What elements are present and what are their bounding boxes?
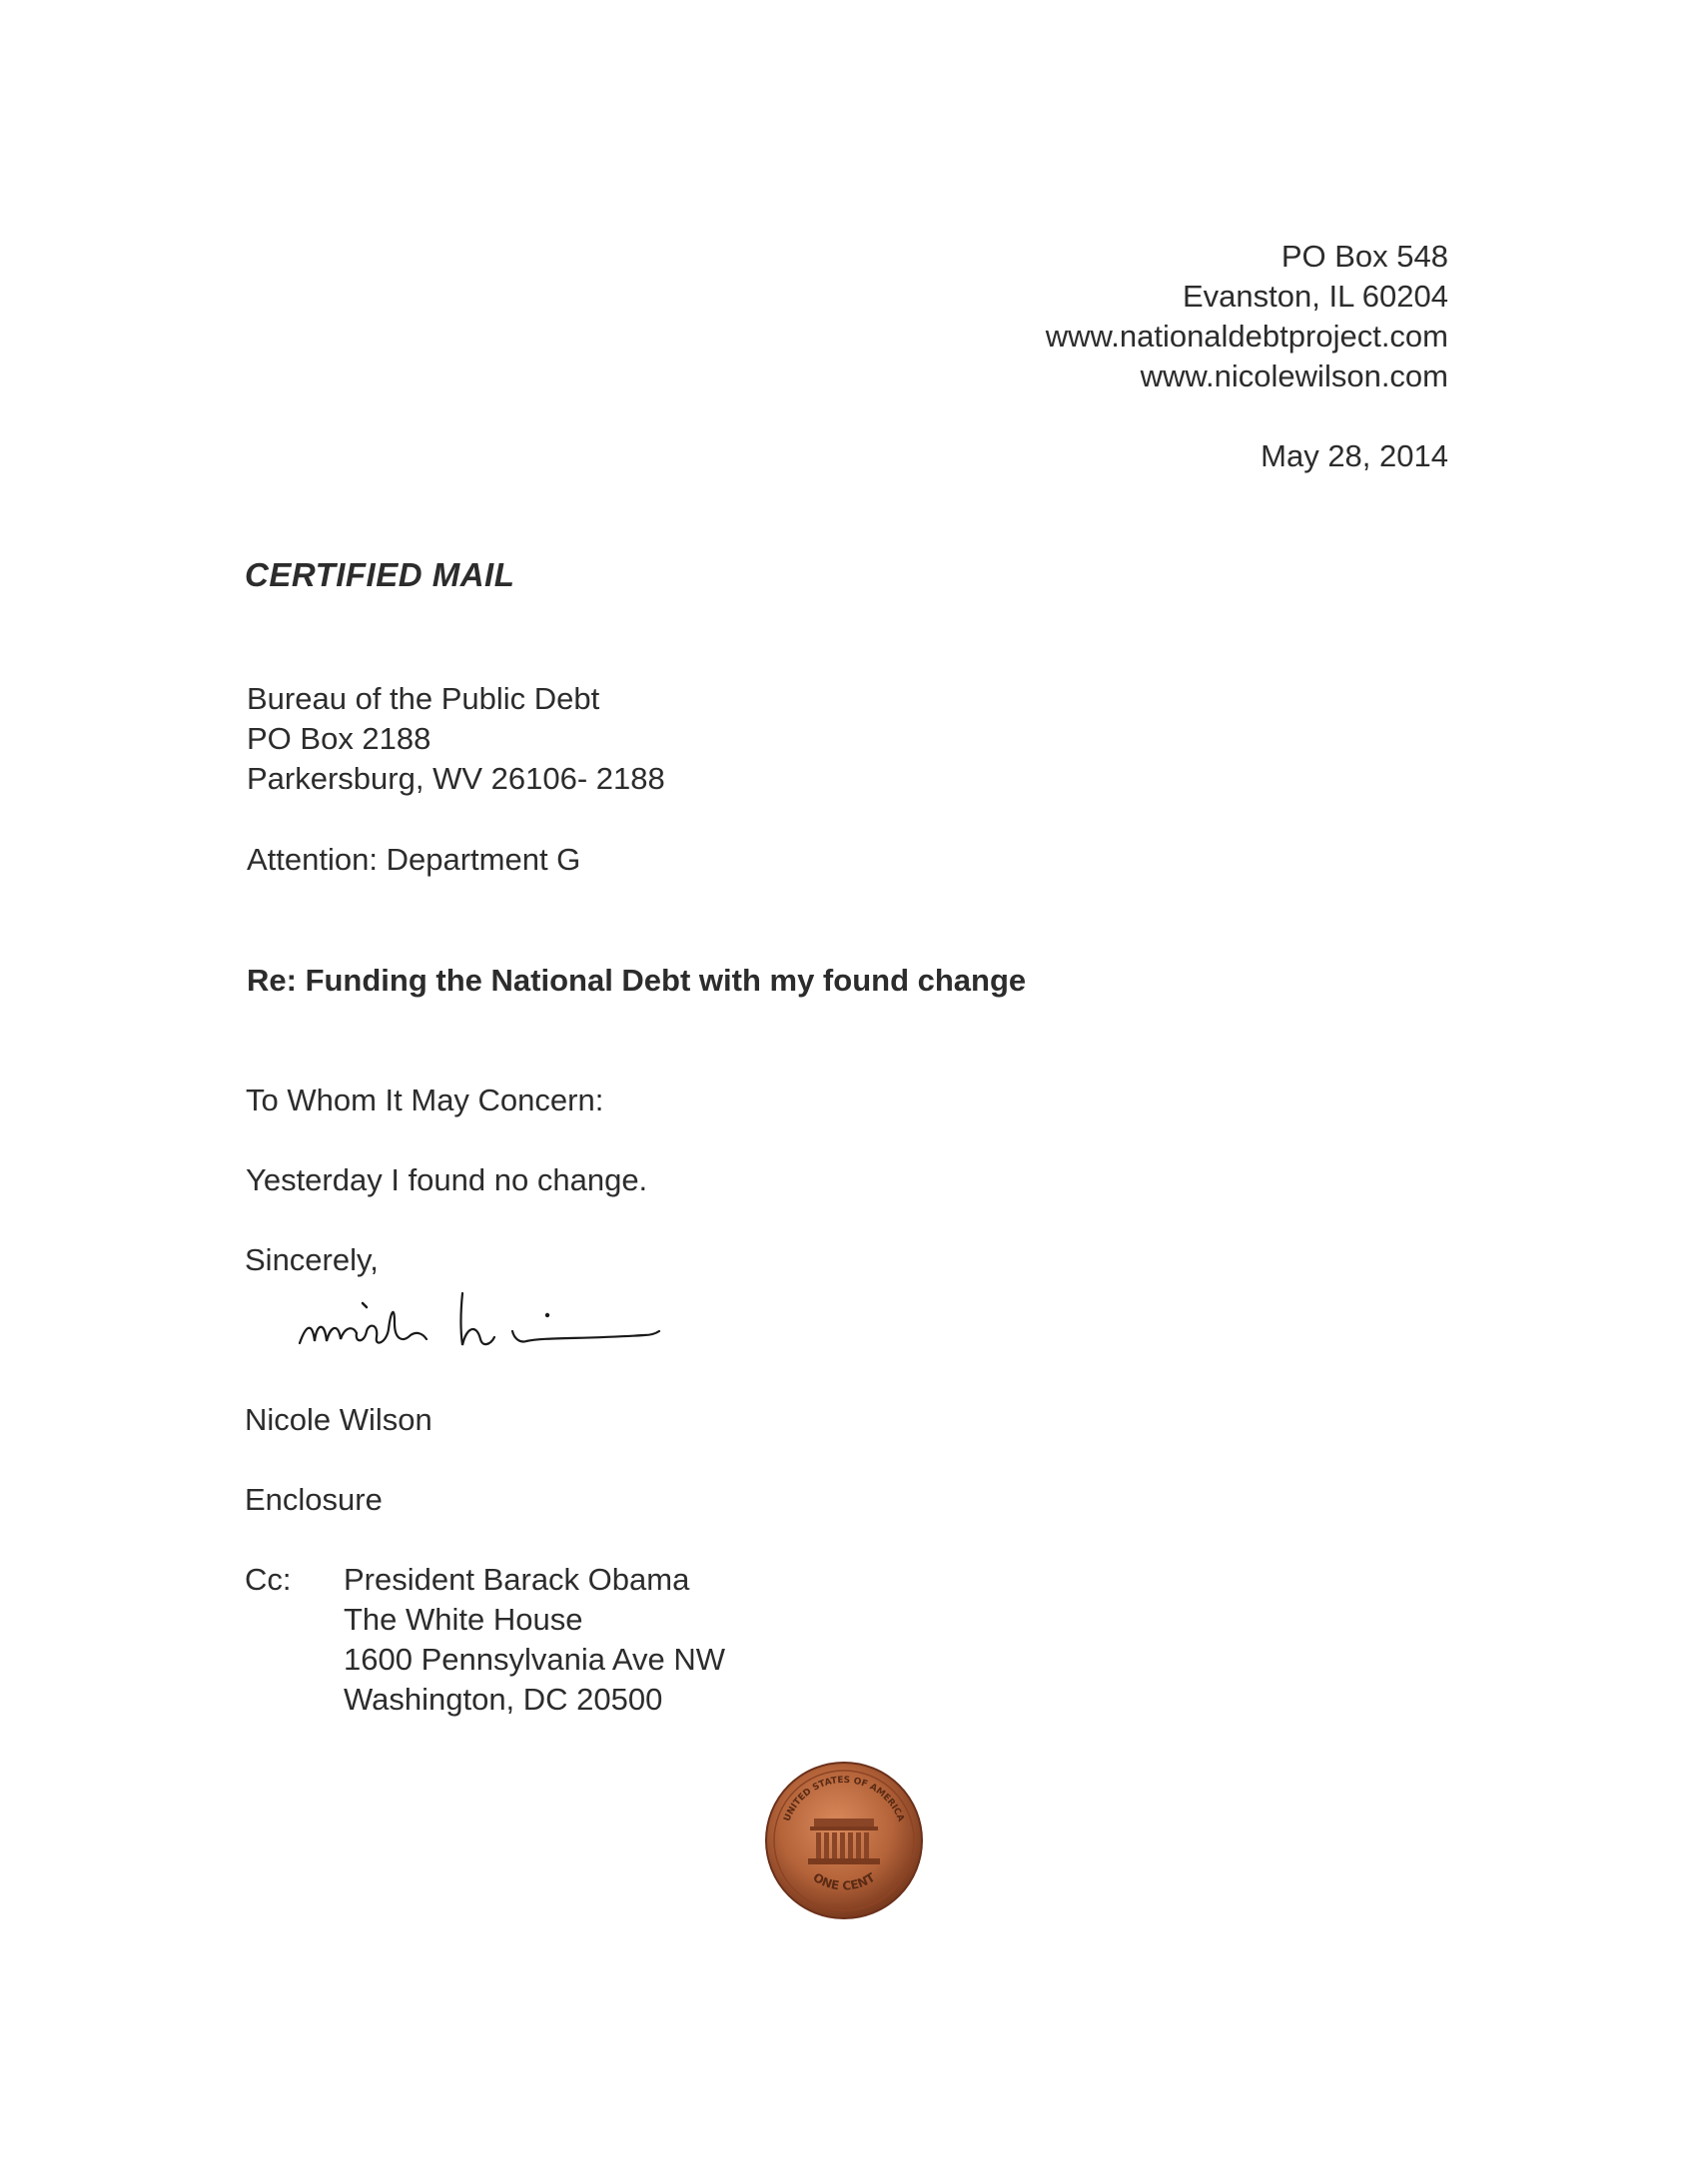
subject-line: Re: Funding the National Debt with my found change: [247, 963, 1027, 998]
salutation: To Whom It May Concern:: [246, 1083, 604, 1117]
sender-website-1: www.nationaldebtproject.com: [1045, 319, 1448, 354]
delivery-method: CERTIFIED MAIL: [245, 556, 515, 593]
sender-website-2: www.nicolewilson.com: [1140, 359, 1448, 393]
closing: Sincerely,: [245, 1242, 379, 1277]
coin-bottom-text: ONE CENT: [810, 1869, 878, 1893]
cc-line4: Washington, DC 20500: [344, 1682, 663, 1717]
cc-label: Cc:: [245, 1562, 292, 1597]
cc-line3: 1600 Pennsylvania Ave NW: [344, 1642, 725, 1677]
cc-line1: President Barack Obama: [344, 1562, 690, 1597]
sender-address-line2: Evanston, IL 60204: [1183, 279, 1448, 314]
recipient-address-line1: PO Box 2188: [247, 721, 431, 756]
cc-line2: The White House: [344, 1602, 583, 1637]
letter-date: May 28, 2014: [1261, 438, 1448, 473]
attention-line: Attention: Department G: [247, 842, 581, 877]
sender-address-line1: PO Box 548: [1280, 239, 1448, 274]
penny-coin-image: [764, 1761, 924, 1920]
handwritten-signature: [295, 1283, 674, 1363]
recipient-address-line2: Parkersburg, WV 26106- 2188: [247, 761, 665, 796]
body-text: Yesterday I found no change.: [246, 1162, 648, 1197]
coin-top-text: UNITED STATES OF AMERICA: [782, 1775, 906, 1823]
recipient-name: Bureau of the Public Debt: [247, 681, 600, 716]
enclosure-label: Enclosure: [245, 1482, 383, 1517]
signature-name: Nicole Wilson: [245, 1402, 432, 1437]
